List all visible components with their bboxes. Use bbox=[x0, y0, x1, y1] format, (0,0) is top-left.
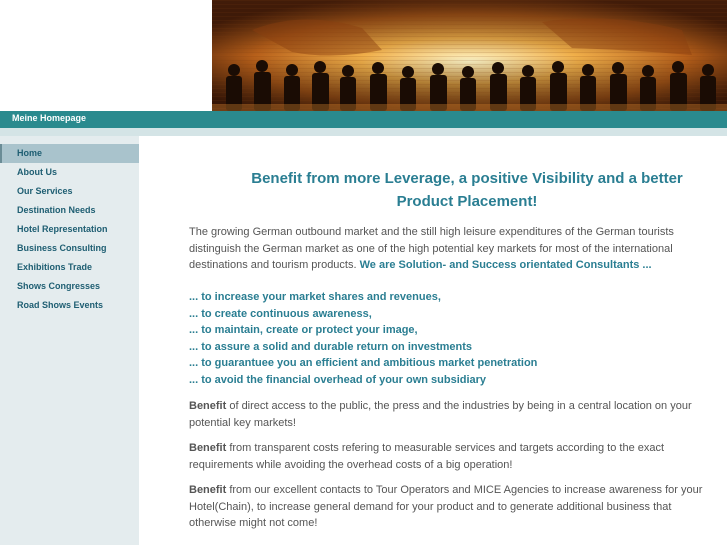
nav-item-shows-congresses[interactable] bbox=[0, 277, 139, 296]
benefit-text: from our excellent contacts to Tour Operators and MICE Agencies to increase awareness for your Hotel(Chain), to increase general demand for your product and to generate additional business that otherwise might not come! bbox=[189, 484, 703, 529]
nav-item-our-services[interactable] bbox=[0, 182, 139, 201]
nav-item-business-consulting[interactable] bbox=[0, 239, 139, 258]
nav-item-label: Hotel Representation bbox=[17, 224, 108, 234]
nav-item-label: Home bbox=[17, 148, 43, 158]
intro-highlight: We are Solution- and Success orientated Consultants ... bbox=[359, 259, 652, 271]
benefit-text: of direct access to the public, the press and the industries by being in a central location on your potential key markets! bbox=[189, 400, 692, 429]
benefit-paragraph bbox=[189, 398, 711, 431]
separator-bar bbox=[0, 128, 727, 136]
intro-paragraph bbox=[189, 224, 711, 274]
nav-item-about-us[interactable] bbox=[0, 163, 139, 182]
nav-item-label: Our Services bbox=[17, 186, 73, 196]
page-headline: Benefit from more Leverage, a positive Visibility and a better Product Placement! bbox=[251, 170, 683, 210]
goal-item: ... to maintain, create or protect your image, bbox=[189, 324, 418, 336]
intro-text: The growing German outbound market and the still high leisure expenditures of the German tourists distinguish the German market as one of the high potential key markets for most of the international destinations and tourism products. bbox=[189, 226, 674, 271]
benefit-paragraph bbox=[189, 482, 711, 532]
nav-item-exhibitions-trade[interactable] bbox=[0, 258, 139, 277]
nav-item-hotel-representation[interactable] bbox=[0, 220, 139, 239]
goal-item: ... to guarantuee you an efficient and ambitious market penetration bbox=[189, 357, 538, 369]
banner-silhouettes-graphic bbox=[212, 0, 727, 111]
nav-item-label: About Us bbox=[17, 167, 57, 177]
nav-item-label: Business Consulting bbox=[17, 243, 107, 253]
nav-item-label: Exhibitions Trade bbox=[17, 262, 93, 272]
benefit-text: from transparent costs refering to measurable services and targets according to the exact requirements while avoiding the overhead costs of a big operation! bbox=[189, 442, 665, 471]
goal-item: ... to avoid the financial overhead of your own subsidiary bbox=[189, 373, 487, 386]
nav-item-label: Destination Needs bbox=[17, 205, 96, 215]
nav-item-label: Shows Congresses bbox=[17, 281, 101, 291]
goal-item: ... to create continuous awareness, bbox=[189, 307, 372, 320]
benefit-paragraph bbox=[189, 440, 711, 473]
nav-item-label: Road Shows Events bbox=[17, 300, 104, 310]
goal-item: ... to increase your market shares and revenues, bbox=[189, 291, 441, 303]
benefit-label: Benefit bbox=[189, 442, 227, 454]
goals-list bbox=[189, 289, 537, 388]
banner-image bbox=[212, 0, 727, 111]
nav-item-destination-needs[interactable] bbox=[0, 201, 139, 220]
nav-item-road-shows-events[interactable] bbox=[0, 296, 139, 315]
goal-item: ... to assure a solid and durable return on investments bbox=[189, 340, 473, 353]
benefit-label: Benefit bbox=[189, 400, 227, 412]
site-title-bar bbox=[0, 111, 727, 128]
benefit-label: Benefit bbox=[189, 484, 227, 496]
page-header bbox=[0, 0, 727, 111]
site-title: Meine Homepage bbox=[12, 113, 87, 123]
nav-item-home[interactable] bbox=[2, 144, 139, 163]
